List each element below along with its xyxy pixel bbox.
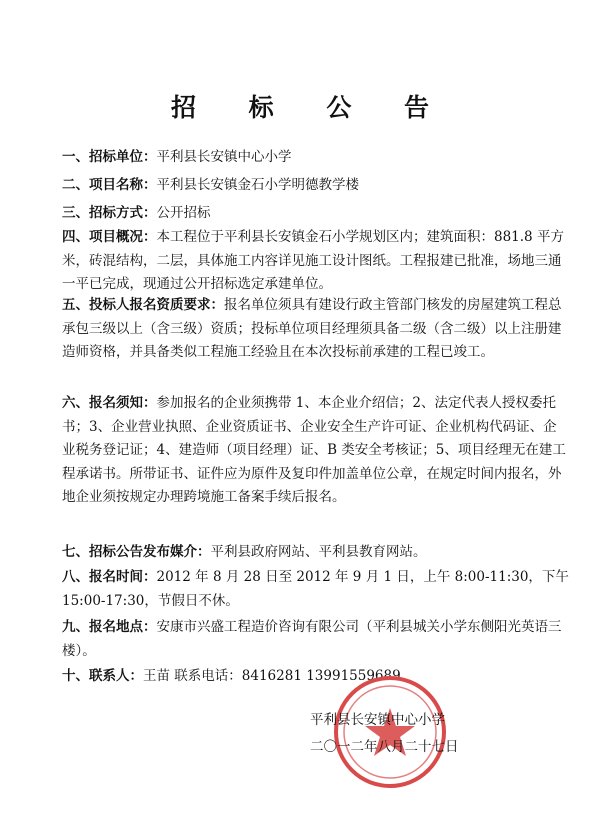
section-registration-location [62,616,570,663]
section-qualification [62,294,570,365]
section-text: 2012 年 8 月 28 日至 2012 年 9 月 1 日，上午 8:00-11:30，下午 15:00-17:30，节假日不休。 [62,569,569,609]
page-title: 招 标 公 告 [170,93,452,122]
section-contact [62,665,570,689]
signature-organization: 平利县长安镇中心小学 [310,712,445,728]
section-heading: 二、项目名称： [62,177,157,193]
section-text: 平利县政府网站、平利县教育网站。 [210,544,427,560]
section-registration-time [62,566,570,613]
section-heading: 八、报名时间： [62,569,157,585]
section-text: 报名单位须具有建设行政主管部门核发的房屋建筑工程总承包三级以上（含三级）资质；投标单位项目经理须具备二级（含二级）以上注册建造师资格，并具备类似工程施工经验且在本次投标前承建的工程已竣工。 [62,297,562,360]
section-registration-notice [62,392,570,510]
section-heading: 九、报名地点： [62,619,157,635]
section-heading: 七、招标公告发布媒介： [62,544,211,560]
section-text: 安康市兴盛工程造价咨询有限公司（平利县城关小学东侧阳光英语三楼）。 [62,619,562,659]
section-heading: 五、投标人报名资质要求： [62,297,224,313]
section-text: 参加报名的企业须携带 1、本企业介绍信；2、法定代表人授权委托书；3、企业营业执照、企业资质证书、企业安全生产许可证、企业机构代码证、企业税务登记证；4、建造师（项目经理）证、B 类安全考核证；5、项目经理无在建工程承诺书。所带证书、证件应为原件及复印件加盖单位公章，在规定时间内报名，外地企业须按规定办理跨境施工备案手续后报名。 [62,395,566,505]
section-heading: 三、招标方式： [62,205,157,221]
section-bidding-method [62,202,570,226]
section-heading: 四、项目概况： [62,229,157,245]
signature-date: 二〇一二年八月二十七日 [310,739,459,755]
section-text: 公开招标 [156,205,211,221]
section-heading: 一、招标单位： [62,149,157,165]
section-media [62,541,570,565]
section-text: 本工程位于平利县长安镇金石小学规划区内；建筑面积：881.8 平方米，砖混结构，二层，具体施工内容详见施工设计图纸。工程报建已批准，场地三通一平已完成，现通过公开招标选定承建单位。 [62,229,564,292]
section-heading: 十、联系人： [62,668,143,684]
section-heading: 六、报名须知： [62,395,157,411]
official-seal [330,672,450,792]
section-project-overview [62,226,570,297]
section-text: 平利县长安镇中心小学 [156,149,292,165]
section-project-name [62,174,570,198]
section-text: 平利县长安镇金石小学明德教学楼 [156,177,359,193]
section-text: 王苗 联系电话：8416281 13991559689 [143,668,401,684]
section-bidding-unit [62,146,570,170]
